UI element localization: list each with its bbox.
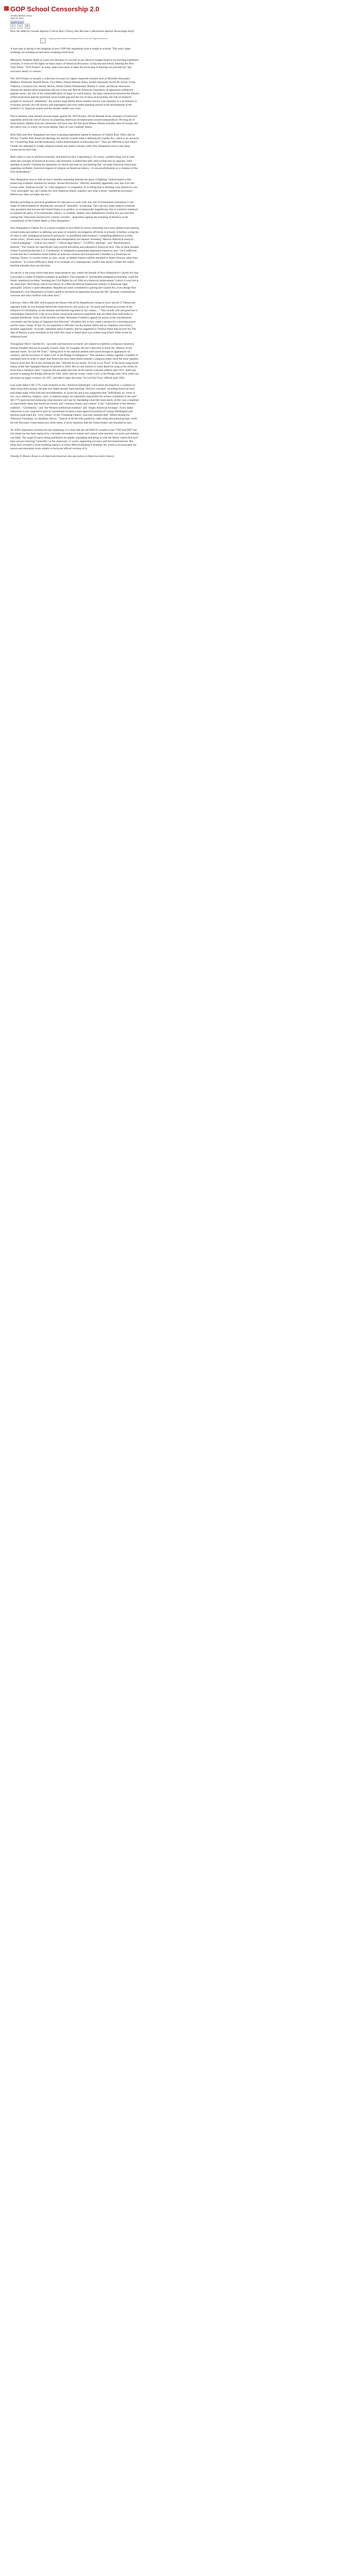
- article-figure: [10, 37, 139, 42]
- paragraph: New Hampshire's Charlie Act is a prime example of how MAGA school censorship laws have shifted from banning certain books and authors to defining vast areas of scholarly investigation off-limits to schools. It defines a long list of what it calls "pedagogical practices and praxis" as prohibited indoctrination "compelling adherence to these world-views." Broad areas of knowledge and interpretation are banned, including "Marxist dialectical analysis", "critical pedagogy", "critical race theory", "critical legal theory", "LGBTQ+ ideology", and "decolonization theories". The Charlie Act specifically bans several prevailing and substantive historical facts. One of these thought crimes is asserting that the U.S. Constitution is "designed to perpetuate oppression based on race." (Is it sufficient to note that the Constitution treats Indians as both non-citizens and non-persons?) Another is a broad ban on framing "history or current events as class, racial, or identity-based conflicts intended to foster division rather than resolution." It is more difficult to think of an example of a contemporary conflict that doesn't violate this reality-bending mandate than one that does.: [10, 227, 139, 267]
- paragraph: Both Ohio and New Hampshire are close to passing legislation named in memory of Charlie Kirk. Ohio calls its bill the "Charlie Kirk American Heritage Act and the Granite State is defining the Charlie Act, which is an acronym for "Countering Hate and Revolutionary Leftist Indoctrination in Education Act." They are different in that Ohio's Charlie Act attempts to wedge religious lessons into public schools while New Hampshire tries to ban ideas conservatives don't like.: [10, 133, 139, 151]
- article-title: GOP School Censorship 2.0: [10, 5, 100, 13]
- author-name: Timothy Messer-Kruse: [10, 14, 32, 17]
- paragraph: Not to mention what initially aroused anger against the 1619 Project, Nicole Hannah-Jones summary of historians' arguments about the role of slavery in propelling American revolutionaries toward independence. Proving all of these historic debates from the classroom will have only the feel-good Mason Weems morality tales of George and the cherry tree, or worse, the Uncle Remus Tales of Lost Confeder Harris.: [10, 114, 138, 129]
- source-link[interactable]: CounterPunch: [10, 20, 24, 23]
- site-logo[interactable]: [4, 6, 9, 11]
- paragraph: A sure sign of spring is the dropping of new GOP bills regulating what is taught in schools. This year's legal seedlings are trending toward more sweeping restrictions.: [10, 47, 130, 55]
- paragraph: Besides providing no practical guidelines for educators to work with, this sort of formulation normalizes a vast range of indoctrination by labeling the concept of "neutrality" to learning. This can only make sense to someone who presumes that because the United States is so perfect, so exceptionally magnificent, that it would be irrational to question the glory of its institutions, history, or symbols. Indeed, New Hampshire's Charlie Act says just this, stating that "Education should serve citizens a hostile... disposition against the founding of America or the constitutions of the United States or New Hampshire.": [10, 200, 138, 223]
- paragraph: Throughout Ohio's Charlie Act, "accurate and historical accounts" are slanted to establish a religious consensus among founders that never actually existed. Take, for example, the law's direction to teach the "History of the national motto: 'In God We Trust'," falling back to the national anthem and traced through its appearance on currency and the inclusion of 'under God' in the Pledge of Allegiance." This sentence cobbles together a handful of unrelated facts in order to imply that Americans have been united beneath a religious motto since the early republic. Francis Scott Key did in fact include the line "And this be our motto: 'In God is our Trust'" in the never-sung fourth stanza of the Star-Spangled Banner he penned in 1814. But no one noticed or cared about his song as the motto for more than a hundred years. Congress did not adopt that tune as the nation's national anthem until 1931, didn't get around to making the Pledge official till 1942, didn't add the words "under God" to the Pledge until 1954, didn't put the motto on paper currency till 1957, and didn't make the motto "In God We Trust" official until 1956.: [10, 343, 139, 380]
- byline: [10, 14, 113, 23]
- paragraph: Last week Idaho's SB 1776, a bill modeled on the "American Birthright" curriculum developed by a coalition of right-wing lobby groups, became law. Idaho already bans teaching "divisive concepts" including historical facts that might make white kids feel uncomfortable, or as the law put it any suggestion that "individuals, by virtue of sex, race, ethnicity, religion, color, or national origin, are inherently responsible for actions committed in the past". SB 1776 goes beyond outlawing what teachers can't say by mandating what they must teach, in this case a boatload of chauvinistic ideas that American society and "common history and culture" is the "culmination of the Western tradition", "Christianity," and "the Western intellectual tradition" and "Anglo-American heritage". Every Idaho classroom is now required to post in a prominent location a state-approved portrait of George Washington and teachers must teach the "civic virtues" of the "Founding Fathers" and only mention their "effects during the American Founding...no disability shown." Typical of all the bills pushed by right-wing educational groups, while the bill discusses Greek democracy three times, it never mentions that the United States was founded on race.: [10, 384, 139, 425]
- author-bio: Timothy P. Messer-Kruse is an American historian who specializes in American labor history.: [10, 454, 115, 458]
- paragraph: So narrow is the scene which educators must thread to stay within the bounds of New Hampshire's Charlie Act that it provides a couple of helpful examples as guidance. One example of "permissible pedagogical teaching" (note the idiotic repetition) includes "teaching the Civil Rights Act of 1964 as a historical achievement" (which it was) but at the same time "describing critical race theory as a Marxist-derived framework contrary to American legal principles" (which is quite debatable). Republicans seem committed to passing the Charlie Act, even though New Hampshire's own Department of Justice publicly declared its opposition because the bill "presents constitutional concerns and risks conflicts with other laws.": [10, 272, 139, 297]
- paragraph: Likewise, Ohio's HB 486, which passed the House with all 64 Republicans voting in favor and all 27 Democrats opposed, hides its true purpose behind the claim that its only goal is an "accurate and historical account of the influence of Christianity on the freedom and liberties ingrained in our culture...." This sounds well and good but is immediately followed by a list of two dozen conjectural historical statements that are lifted from half-truths to outright falsehoods. Some of the howlers include "Benjamin Franklin's appeal for prayer at the constitutional convention and the hiring of chaplains that followed." (Franklin did, in fact, make a motion for a morning prayer and for some "clergy of this city be requested to officiate" but the motion failed and no chaplains were hired.) Another supposedly "accurate" statement about Franklin, that he suggested to Thomas Paine that he burn his The Age of Reason is pure invention as the letter this claim is based upon was written long before Paine wrote his infamous book.: [10, 301, 138, 338]
- article-body: [10, 47, 139, 462]
- paragraph: The 1619 Project is actually a collection of essays by highly respected scholars such as Michelle Alexander, Matthew Desmond, Jamelle Bouie, Tiya Miles, Nikole Hannah-Jones, Jeneen Interlandi, Kevin M. Kruse, Linda Villarosa, Clyntarra Lee, Wesley Morris, Khalil Gibran Muhammad, Martha S. Jones, and Bryan Stevenson. Among the themes these researchers discuss is how the African American experience of oppression influenced popular music, the role of the commodification of sugar on world history, the deep connections between the failures of Reconstruction and the persistent racial wealth gap and the rise of mass incarceration, the role of enslaved peoples in westward "settlement," the century-long debate about whether slavery was capitalist or a an obstacle to economic growth, the role slavery and segregation and even urban planning played in the development of the modern U.S. financial system and the modern health care crisis.: [10, 77, 139, 111]
- share-bar: [10, 24, 30, 29]
- paragraph: As 2026's legislative sessions are just beginning, it is clear that the old MAGA crusade to ban "CRT and DEI" has lost steam but has been replaced by a broader movement to censor and control what teachers can teach and students can think. The range of topics being prohibited are quietly expanding and along as with the flimsy claims that such bans are just restoring "neutrality" to the classroom, or worse, supporting accuracy and fact-based lessons. But these laws revealed a more troubling essence of where MAGA thinking is heading: the world is not knowable but known and education exists simply to inculcate official versions of it.: [10, 429, 139, 451]
- paragraph: Missouri's Students' Right to Learn Act threatens to cut half of any district's budget found to be teaching prohibited concepts. It turns out the lights on many topics of historical discussion. Going beyond merely banning the New York Times' "1619 Project" as many states have done, it takes the novel step of banning not just that but "any successor theory or version.": [10, 58, 139, 73]
- publish-date: April 16, 2024: [10, 17, 24, 20]
- top-strip: [0, 0, 361, 5]
- figure-caption: Fighting culture warrior Christopher Rufo on the Joe Rogan Experience.: [48, 38, 108, 40]
- figure-image: [40, 38, 46, 43]
- paragraph: New Hampshire tries to hide its heavy-handed censorship beneath the guise of fighting "indoctrination while preserving academic freedom for neutral, factual discussions." Patriotic neutrality apparently only tips over into excess when "partisan loyalty" or "total allegiance" is compelled. (It is telling that in defining what America's core "civic principles" are, the Charlie Act only mentions liberty, equality, and what it terms "republican processes." Democracy does not make the cut.): [10, 178, 138, 197]
- twitter-icon[interactable]: t: [18, 24, 23, 29]
- facebook-icon[interactable]: f: [10, 24, 15, 29]
- article-dek: How the MAGA Crusade Against Critical Race Theory Has Become a Movement Against Knowledge Itself: [10, 30, 134, 33]
- paragraph: Both claim to root on political neutrality and historical fact. Legislating it, of course, a pliable thing, but in both states the concepts of historical accuracy and neutrality is pulled like taffy until it folds into its opposite. Ohio attempts to justify violating the separation of church and state by proclaiming that "accurate historical instruction regarding verifiable, historical impacts of religion on American history... is not proselytization or a violation of the First Amendment.": [10, 156, 138, 174]
- email-icon[interactable]: ✉: [25, 24, 30, 29]
